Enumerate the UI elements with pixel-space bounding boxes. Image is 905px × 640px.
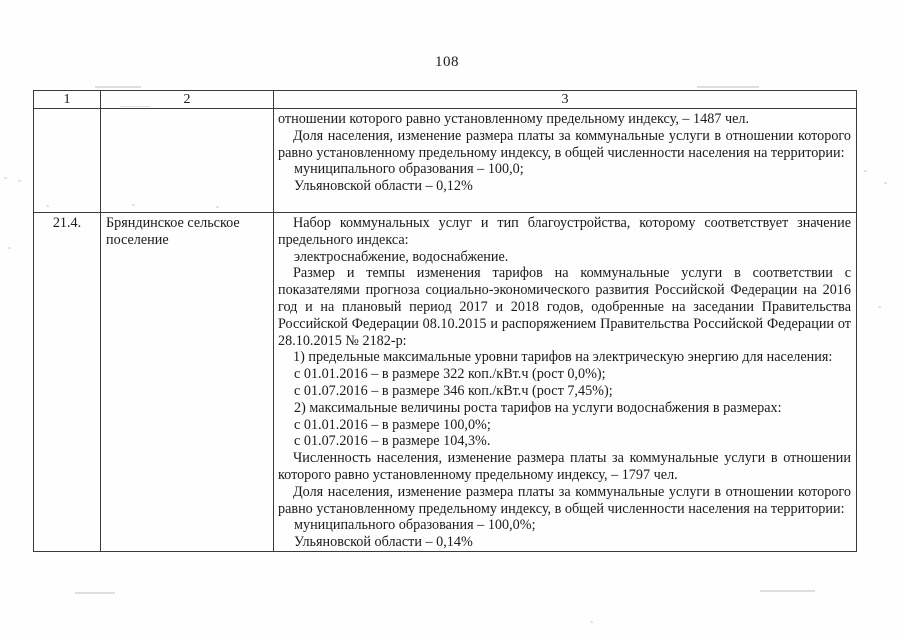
scan-artifact: [760, 590, 815, 592]
list-line: Ульяновской области – 0,12%: [294, 178, 473, 195]
list-line: с 01.01.2016 – в размере 322 коп./кВт.ч (рост 0,0%);: [294, 366, 606, 383]
scan-artifact: [216, 206, 219, 208]
scan-artifact: [120, 106, 150, 107]
scan-artifact: [864, 170, 867, 172]
scan-artifact: [95, 86, 141, 88]
scan-artifact: [8, 247, 11, 249]
table-row-continuation: [34, 109, 857, 213]
page-number: 108: [435, 54, 459, 70]
paragraph: Доля населения, изменение размера платы за коммунальные услуги в отношении которого равно установленному предельному индексу, в общей численности населения на территории:: [278, 483, 851, 517]
tariff-index-table: [33, 90, 857, 552]
scan-artifact: [4, 177, 7, 179]
list-line: с 01.07.2016 – в размере 104,3%.: [294, 433, 491, 450]
paragraph: Доля населения, изменение размера платы за коммунальные услуги в отношении которого равно установленному предельному индексу, в общей численности населения на территории:: [278, 127, 851, 161]
list-line: электроснабжение, водоснабжение.: [294, 248, 509, 265]
column-header-3: 3: [274, 91, 857, 109]
list-line: Ульяновской области – 0,14%: [294, 534, 473, 551]
list-line: 2) максимальные величины роста тарифов на услуги водоснабжения в размерах:: [294, 399, 782, 416]
paragraph: Размер и темпы изменения тарифов на коммунальные услуги в соответствии с показателями прогноза социально-экономического развития Российской Федерации на 2016 год и на плановый период 2017 и 2018 годов, одобренные на заседании Правительства Российской Федерации 08.10.2015 и распоряжением Правительства Российской Федерации от 28.10.2015 № 2182-р:: [278, 265, 851, 349]
paragraph: Набор коммунальных услуг и тип благоустройства, которому соответствует значение предельного индекса:: [278, 215, 851, 248]
paragraph: 1) предельные максимальные уровни тарифов на электрическую энергию для населения:: [293, 349, 833, 366]
column-header-1: 1: [34, 91, 101, 109]
content-cell: [274, 213, 857, 552]
empty-number-cell: [34, 109, 101, 213]
scan-artifact: [884, 182, 887, 184]
column-header-2: 2: [101, 91, 274, 109]
scan-artifact: [18, 180, 21, 182]
scan-artifact: [878, 306, 881, 308]
scan-artifact: [75, 592, 115, 594]
table-header-row: [34, 91, 857, 109]
scan-artifact: [590, 621, 593, 623]
row-number-cell: 21.4.: [34, 213, 101, 552]
scan-artifact: [46, 205, 49, 207]
paragraph: Численность населения, изменение размера платы за коммунальные услуги в отношении которого равно установленному предельному индексу, – 1797 чел.: [278, 450, 851, 483]
list-line: муниципального образования – 100,0;: [294, 161, 524, 178]
scan-artifact: [132, 204, 135, 206]
text-line: отношении которого равно установленному предельному индексу, – 1487 чел.: [278, 111, 750, 127]
list-line: с 01.01.2016 – в размере 100,0%;: [294, 416, 491, 433]
list-line: с 01.07.2016 – в размере 346 коп./кВт.ч (рост 7,45%);: [294, 382, 613, 399]
table-row-21-4: [34, 213, 857, 552]
settlement-name-cell: Бряндинское сельское поселение: [101, 213, 274, 552]
empty-name-cell: [101, 109, 274, 213]
list-line: муниципального образования – 100,0%;: [294, 517, 536, 534]
content-cell: [274, 109, 857, 213]
scan-artifact: [697, 86, 759, 88]
